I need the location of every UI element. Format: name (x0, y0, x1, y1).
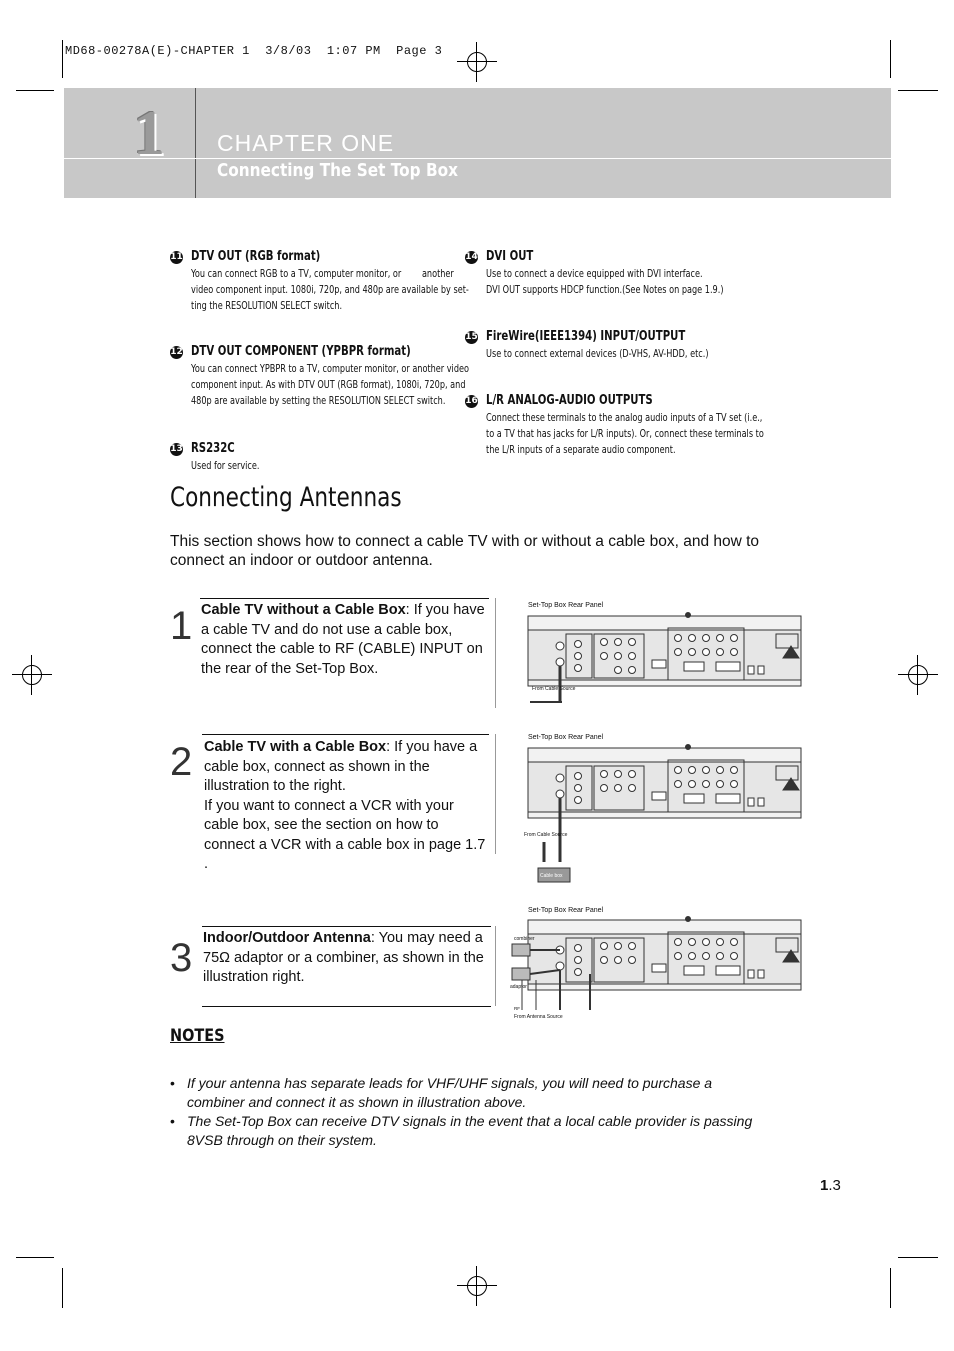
item-number-badge: 12 (170, 347, 183, 357)
print-slug: MD68-00278A(E)-CHAPTER 1 3/8/03 1:07 PM Page 3 (65, 44, 443, 58)
step-number: 1 (170, 604, 193, 648)
item-title: DTV OUT COMPONENT (YPBPR format) (191, 344, 411, 359)
illustration-label: From Cable Source (524, 832, 568, 838)
step-body: : If you have a cable box, connect as shown in the illustration to the right. (204, 739, 478, 794)
registration-mark-icon (457, 42, 497, 82)
registration-mark-icon (898, 655, 938, 695)
item-body: Use to connect a device equipped with DVI interface. DVI OUT supports HDCP function.(See Notes on page 1.9.) (486, 267, 724, 296)
item-number-badge: 14 (465, 252, 478, 262)
note-text: If your antenna has separate leads for VHF/UHF signals, you will need to purchase a combiner and connect it as shown in illustration above. (187, 1075, 713, 1110)
rear-panel-illustration-2 (500, 742, 810, 890)
item-title: DTV OUT (RGB format) (191, 249, 321, 264)
item-number-badge: 15 (465, 332, 478, 342)
page-number: 1.3 (820, 1177, 841, 1194)
illustration-label: RF (514, 1006, 520, 1011)
step-text (204, 738, 492, 875)
note-text: The Set-Top Box can receive DTV signals in the event that a local cable provider is passing 8VSB through on their system. (187, 1113, 753, 1148)
section-intro: This section shows how to connect a cable TV with or without a cable box, and how to connect an indoor or outdoor antenna. (170, 533, 760, 569)
illustration-label: From Antenna Source (514, 1014, 563, 1020)
registration-mark-icon (12, 655, 52, 695)
illustration-label: Cable box (540, 873, 563, 879)
step-number: 3 (170, 936, 193, 980)
step-number: 2 (170, 740, 193, 784)
crop-mark (890, 40, 891, 78)
rear-panel (512, 917, 801, 1011)
item-number-badge: 16 (465, 396, 478, 406)
section-title: Connecting Antennas (170, 482, 402, 513)
rear-panel-illustration-3 (500, 914, 810, 1022)
item-number-badge: 11 (170, 252, 183, 262)
panel-caption: Set-Top Box Rear Panel (528, 602, 604, 609)
crop-mark (898, 1257, 938, 1258)
list-item: • If your antenna has separate leads for VHF/UHF signals, you will need to purchase a combiner and connect it as shown in illustration above. (170, 1075, 713, 1110)
illustration-label: adaptor (510, 984, 527, 990)
item-number-badge: 13 (170, 444, 183, 454)
crop-mark (62, 40, 63, 78)
item-body: You can connect RGB to a TV, computer monitor, or another video component input. 1080i, 720p, and 480p are available by set- ting the RESOLUTION SELECT switch. (191, 267, 469, 312)
step-text (201, 601, 491, 679)
step-heading: Cable TV with a Cable Box (204, 739, 387, 755)
step-body: : If you have a cable TV and do not use a cable box, connect the cable to RF (CABLE) INPUT on the rear of the Set-Top Box. (201, 602, 485, 677)
crop-mark (16, 90, 54, 91)
panel-caption: Set-Top Box Rear Panel (528, 734, 604, 741)
rear-panel (528, 745, 801, 883)
item-body: Use to connect external devices (D-VHS, AV-HDD, etc.) (486, 347, 709, 360)
notes-list (170, 1074, 770, 1150)
step-heading: Indoor/Outdoor Antenna (203, 930, 371, 946)
panel-caption: Set-Top Box Rear Panel (528, 907, 604, 914)
crop-mark (898, 90, 938, 91)
list-item: • The Set-Top Box can receive DTV signals in the event that a local cable provider is passing 8VSB through on their system. (170, 1113, 753, 1148)
step-body: : You may need a 75Ω adaptor or a combiner, as shown in the illustration right. (203, 930, 484, 985)
crop-mark (16, 1257, 54, 1258)
item-body: You can connect YPBPR to a TV, computer monitor, or another video component input. As with DTV OUT (RGB format), 1080i, 720p, and 480p are available by setting the RESOLUTION SELECT switch. (191, 362, 469, 407)
step-heading: Cable TV without a Cable Box (201, 602, 406, 618)
step-extra: If you want to connect a VCR with your cable box, see the section on how to connect a VCR with a cable box in page 1.7 . (204, 797, 486, 872)
illustration-label: combiner (514, 936, 535, 942)
item-body: Used for service. (191, 459, 260, 472)
illustration-label: From Cable Source (532, 686, 576, 692)
item-body: Connect these terminals to the analog audio inputs of a TV set (i.e., to a TV that has jacks for L/R inputs). Or, connect these terminals to the L/R inputs of a separate audio component. (486, 411, 764, 456)
chapter-subtitle: Connecting The Set Top Box (217, 160, 459, 181)
registration-mark-icon (457, 1266, 497, 1306)
step-text (203, 929, 495, 988)
item-title: L/R ANALOG-AUDIO OUTPUTS (486, 393, 653, 408)
chapter-number: 1 (133, 97, 165, 168)
rear-panel-illustration-1 (500, 610, 810, 710)
chapter-header-band (64, 88, 891, 198)
crop-mark (890, 1268, 891, 1308)
notes-heading: NOTES (170, 1026, 225, 1046)
chapter-title: CHAPTER ONE (217, 130, 395, 156)
item-title: DVI OUT (486, 249, 534, 264)
item-title: FireWire(IEEE1394) INPUT/OUTPUT (486, 329, 686, 344)
crop-mark (62, 1268, 63, 1308)
item-title: RS232C (191, 441, 235, 456)
